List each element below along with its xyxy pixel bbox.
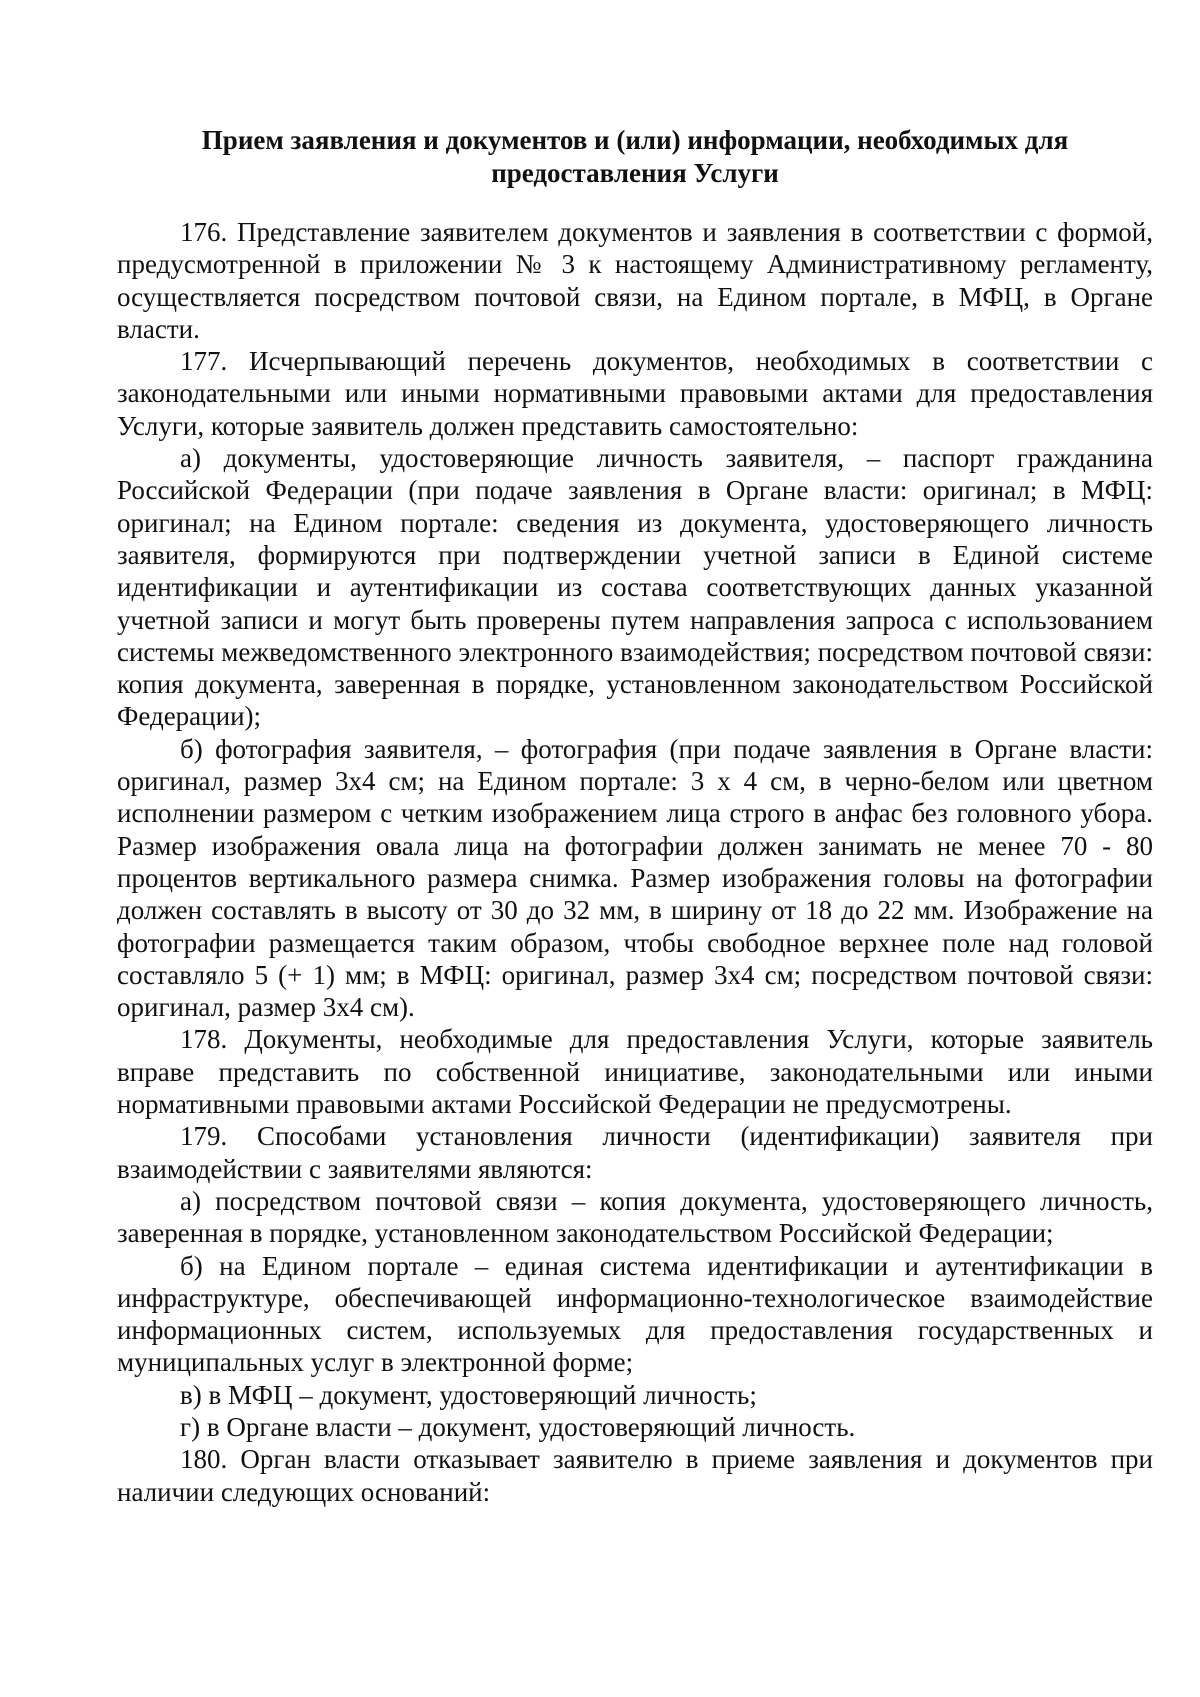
list-marker: б)	[180, 733, 203, 764]
paragraph-number: 178.	[180, 1024, 228, 1055]
paragraph-179-g	[117, 1411, 1153, 1443]
paragraph-text: посредством почтовой связи – копия документа, удостоверяющего личность, заверенная в порядке, установленном законодательством Российской Федерации;	[117, 1185, 1153, 1249]
section-title	[117, 124, 1153, 190]
list-marker: б)	[180, 1250, 203, 1281]
document-body	[117, 124, 1153, 1508]
paragraph-text: Представление заявителем документов и заявления в соответствии с формой, предусмотренной в приложении № 3 к настоящему Административному регламенту, осуществляется посредством почтовой связи, на Едином портале, в МФЦ, в Органе власти.	[117, 217, 1154, 344]
paragraph-179	[117, 1120, 1153, 1185]
paragraph-178	[117, 1023, 1153, 1120]
paragraph-177-b	[117, 733, 1153, 1024]
paragraph-text: документы, удостоверяющие личность заявителя, – паспорт гражданина Российской Федерации (при подаче заявления в Органе власти: оригинал; в МФЦ: оригинал; на Едином портале: сведения из документа, удостоверяющего личность заявителя, формируются при подтверждении учетной записи в Единой системе идентификации и аутентификации из состава соответствующих данных указанной учетной записи и могут быть проверены путем направления запроса с использованием системы межведомственного электронного взаимодействия; посредством почтовой связи: копия документа, заверенная в порядке, установленном законодательством Российской Федерации);	[117, 443, 1154, 732]
paragraph-text: в Органе власти – документ, удостоверяющий личность.	[206, 1411, 856, 1442]
paragraph-text: Исчерпывающий перечень документов, необходимых в соответствии с законодательными или иными нормативными правовыми актами для предоставления Услуги, которые заявитель должен представить самостоятельно:	[117, 346, 1153, 441]
paragraph-180	[117, 1443, 1153, 1508]
paragraph-text: Орган власти отказывает заявителю в приеме заявления и документов при наличии следующих оснований:	[117, 1444, 1153, 1507]
paragraph-177-a	[117, 442, 1153, 733]
list-marker: а)	[180, 1185, 201, 1216]
section-title-line-2: предоставления Услуги	[491, 158, 779, 188]
paragraph-177	[117, 345, 1153, 442]
paragraph-text: Способами установления личности (идентификации) заявителя при взаимодействии с заявителями являются:	[117, 1121, 1153, 1184]
section-title-line-1: Прием заявления и документов и (или) информации, необходимых для	[201, 125, 1069, 155]
paragraph-text: Документы, необходимые для предоставления Услуги, которые заявитель вправе представить по собственной инициативе, законодательными или иными нормативными правовыми актами Российской Федерации не предусмотрены.	[117, 1024, 1153, 1120]
list-marker: в)	[180, 1379, 202, 1410]
paragraph-text: в МФЦ – документ, удостоверяющий личность;	[208, 1379, 757, 1410]
paragraph-text: фотография заявителя, – фотография (при подаче заявления в Органе власти: оригинал, размер 3x4 см; на Едином портале: 3 x 4 см, в черно-белом или цветном исполнении размером с четким изображением лица строго в анфас без головного убора. Размер изображения овала лица на фотографии должен занимать не менее 70 - 80 процентов вертикального размера снимка. Размер изображения головы на фотографии должен составлять в высоту от 30 до 32 мм, в ширину от 18 до 22 мм. Изображение на фотографии размещается таким образом, чтобы свободное верхнее поле над головой составляло 5 (+ 1) мм; в МФЦ: оригинал, размер 3x4 см; посредством почтовой связи: оригинал, размер 3x4 см).	[117, 733, 1153, 1023]
paragraph-number: 176.	[180, 217, 228, 247]
paragraph-179-b	[117, 1250, 1153, 1379]
paragraph-number: 179.	[180, 1121, 228, 1152]
paragraph-179-a	[117, 1185, 1153, 1250]
paragraph-179-v	[117, 1379, 1153, 1411]
paragraph-text: на Едином портале – единая система идентификации и аутентификации в инфраструктуре, обеспечивающей информационно-технологическое взаимодействие информационных систем, используемых для предоставления государственных и муниципальных услуг в электронной форме;	[117, 1250, 1153, 1378]
list-marker: г)	[180, 1411, 201, 1442]
paragraph-number: 180.	[180, 1444, 228, 1475]
paragraph-176	[117, 216, 1153, 345]
paragraph-number: 177.	[180, 346, 228, 377]
list-marker: а)	[180, 443, 201, 474]
